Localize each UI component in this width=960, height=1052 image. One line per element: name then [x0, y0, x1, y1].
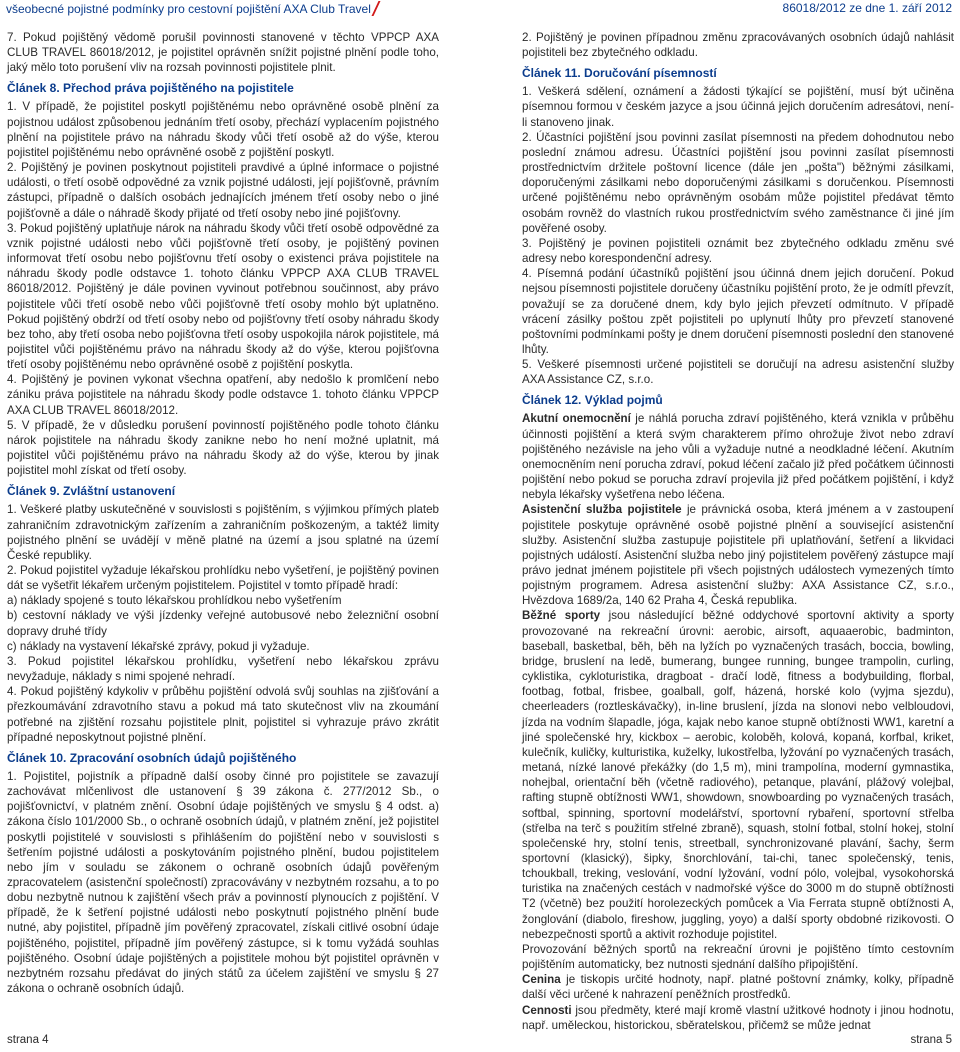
paragraph: 1. Veškeré platby uskutečněné v souvislosti s pojištěním, s výjimkou přímých plateb zahraničním zdravotnickým zařízením a zahraničním poškozeným, a taktéž limity pojistného plnění se uvádějí v měně platné na území a jsou splatné na území České republiky.: [7, 503, 439, 562]
definition-term: Asistenční služba pojistitele: [522, 503, 682, 517]
list-item: a) náklady spojené s touto lékařskou prohlídkou nebo vyšetřením: [7, 594, 342, 608]
paragraph: 4. Pokud pojištěný kdykoliv v průběhu pojištění odvolá svůj souhlas na zjišťování a přezkoumávání zdravotního stavu a pokud má tato skutečnost vliv na zkoumání potřebné na zjištění rozsahu pojistitele plnit, pojistitel si vyhrazuje právo zkrátit případné neposkytnout pojistné plnění.: [7, 685, 439, 744]
paragraph: 1. Pojistitel, pojistník a případně další osoby činné pro pojistitele se zavazují zachovávat mlčenlivost dle ustanovení § 39 zákona č. 277/2012 Sb., o pojišťovnictví, v platném znění. Osobní údaje pojištěných ve smyslu § 4 odst. a) zákona číslo 101/2000 Sb., o ochraně osobních údajů, v platném znění, jež pojistitel poskytli pojistitelé v souvislosti s přihlášením do pojištění nebo v souvislosti s šetřením pojistné události a poskytováním pojistného plnění, budou pojistitelem nebo jím v souladu se zákonem o ochraně osobních údajů pověřeným zpracovatelem (asistenční společností) zpracovávány v nezbytném rozsahu, a to po dobu nezbytně nutnou k zajištění všech práv a povinností plynoucích z pojištění. V případě, že k šetření pojistné události nebo poskytnutí pojistného plnění bude nutné, aby pojistitel, případně jím pověřený zpracovatel, získali citlivé osobní údaje pojištěného, pojistitel, případně jím pověřený zástupce, si k tomu vyžádá souhlas pojištěného. Osobní údaje pojištěných a pojistitele mohou být pojistitel oprávněn v nezbytném rozsahu předávat do jiných států za účelem zajištění ve smyslu § 27 zákona o ochraně osobních údajů.: [7, 769, 439, 996]
page-number-left: strana 4: [7, 1034, 49, 1046]
paragraph: 4. Pojištěný je povinen vykonat všechna opatření, aby nedošlo k promlčení nebo zániku práva pojistitele na náhradu škody podle odstavce 1. tohoto článku VPPCP AXA CLUB TRAVEL 86018/2012.: [7, 373, 439, 417]
paragraph: 2. Účastníci pojištění jsou povinni zasílat písemnosti na předem dohodnutou nebo poslední známou adresu. Účastníci pojištění jsou povinni zasílat písemnosti prostřednictvím držitele poštovní licence (dále jen „pošta") běžnými zásilkami, doporučenými zásilkami nebo doporučenými zásilkami s doručenkou. Písemnosti určené pojištěnému nebo oprávněným osobám může pojistitel předávat těmto osobám rovněž do vlastních rukou prostřednictvím svého zaměstnance či jiné jím pověřené osoby.: [522, 130, 954, 235]
paragraph: 3. Pokud pojistitel lékařskou prohlídku, vyšetření nebo lékařskou zprávu nevyžaduje, náklady s nimi spojené nehradí.: [7, 654, 439, 684]
paragraph: 2. Pokud pojistitel vyžaduje lékařskou prohlídku nebo vyšetření, je pojištěný povinen dát se vyšetřit lékařem určeným pojistitelem. Pojistitel v tomto případě hradí:: [7, 564, 439, 593]
document-title: [6, 1, 377, 16]
definition-text: je náhlá porucha zdraví pojištěného, která vznikla v průběhu účinnosti pojištění a která svým charakterem přímo ohrožuje život nebo zdraví pojištěného nezávisle na jeho vůli a vyžaduje nutné a neodkladné léčení. Akutním onemocněním není porucha zdraví, pokud léčení začalo již před počátkem účinnosti pojištění nebo pokud se porucha zdraví projevila již před počátkem pojištění, i když nebyla lékařsky vyšetřena nebo léčena.: [522, 412, 954, 502]
document-reference: 86018/2012 ze dne 1. září 2012: [782, 1, 952, 15]
paragraph: 3. Pokud pojištěný uplatňuje nárok na náhradu škody vůči třetí osobě odpovědné za vznik pojistné události nebo vůči pojišťovně třetí osoby, je pojištěný povinen informovat třetí osobu nebo pojišťovnu třetí osoby o existenci práva pojistitele na náhradu škody podle odstavce 1. tohoto článku VPPCP AXA CLUB TRAVEL 86018/2012. Pojištěný je dále povinen vyvinout potřebnou součinnost, aby právo pojistitele vůči třetí osobě nebo vůči pojišťovně třetí osoby mohlo být uplatněno. Pokud pojištěný obdrží od třetí osoby nebo od pojišťovny třetí osoby náhradu škody bez toho, aby třetí osoba nebo pojišťovna třetí osoby uspokojila nárok pojistitele, má pojistitel vůči pojištěnému právo na náhradu škody až do výše, kterou pojišťovna třetí osoby pojištěnému nebo oprávněné osobě z pojištění poskytla.: [7, 221, 439, 372]
paragraph: Provozování běžných sportů na rekreační úrovni je pojištěno tímto cestovním pojištěním automaticky, bez nutnosti sjednání dalšího připojištění.: [522, 942, 954, 972]
page-header: [0, 0, 960, 20]
definition-term: Cenina: [522, 973, 561, 987]
page-number-right: strana 5: [910, 1034, 952, 1046]
definition: [522, 972, 954, 1002]
document-title-text: všeobecné pojistné podmínky pro cestovní pojištění AXA Club Travel: [6, 2, 371, 16]
definition-text: je právnická osoba, která jménem a v zastoupení pojistitele poskytuje oprávněné osobě pojistné plnění a související asistenční služby. Asistenční služba zastupuje pojistitele při uplatňování, šetření a likvidaci pojistných událostí. Asistenční služba nebo jiný pojistitelem pověřený zástupce mají právo jednat jménem pojistitele při všech pojistných událostech vymezených tímto pojistným programem. Adresa asistenční služby: AXA Assistance CZ, s.r.o., Hvězdova 1689/2a, 140 62 Praha 4, Česká republika.: [522, 503, 955, 608]
paragraph: 5. Veškeré písemnosti určené pojistiteli se doručují na adresu asistenční služby AXA Assistance CZ, s.r.o.: [522, 358, 954, 387]
definition-term: Běžné sporty: [522, 609, 601, 623]
article-12-heading: Článek 12. Výklad pojmů: [522, 393, 663, 408]
list-item: c) náklady na vystavení lékařské zprávy, pokud ji vyžaduje.: [7, 639, 310, 653]
definition-term: Cennosti: [522, 1003, 572, 1017]
article-11-heading: Článek 11. Doručování písemností: [522, 66, 717, 81]
definition-text: jsou předměty, které mají kromě vlastní užitkové hodnoty i jinou hodnotu, např. uměleckou, historickou, sběratelskou, přičemž se může jednat: [522, 1003, 954, 1032]
paragraph: 2. Pojištěný je povinen případnou změnu zpracovávaných osobních údajů nahlásit pojistiteli bez zbytečného odkladu.: [522, 31, 954, 60]
paragraph: 1. Veškerá sdělení, oznámení a žádosti týkající se pojištění, musí být učiněna písemnou formou v českém jazyce a jsou účinná jejich doručením adresátovi, není-li stanoveno jinak.: [522, 85, 954, 129]
paragraph: 3. Pojištěný je povinen pojistiteli oznámit bez zbytečného odkladu změnu své adresy nebo korespondenční adresy.: [522, 236, 954, 266]
paragraph: 5. V případě, že v důsledku porušení povinností pojištěného podle tohoto článku nárok pojistitele na náhradu škody zanikne nebo ho není možné uplatnit, má pojistitel vůči pojištěnému právo na náhradu škody až do výše, kterou by jinak pojistitel mohl získat od třetí osoby.: [7, 418, 439, 478]
brand-slash-mark: [371, 1, 380, 16]
left-column: [7, 30, 439, 996]
paragraph: 2. Pojištěný je povinen poskytnout pojistiteli pravdivé a úplné informace o pojistné události, o třetí osobě odpovědné za vznik pojistné události, její pojišťovně, právním zástupci, případně o dalších osobách jednajících jménem třetí osoby nebo o jiné pojišťovně a dále o náhradě škody přijaté od třetí osoby nebo jiné pojišťovny.: [7, 161, 439, 220]
definition: [522, 502, 954, 608]
definition: [522, 608, 954, 941]
definition-term: Akutní onemocnění: [522, 412, 631, 426]
definition-text: je tiskopis určité hodnoty, např. platné poštovní známky, kolky, případně další věci určené k nahrazení peněžních prostředků.: [522, 973, 954, 1002]
definition: [522, 1003, 954, 1033]
definition-text: jsou následující běžné oddychové sportovní aktivity a sporty provozované na rekreační úrovni: aerobic, airsoft, aquaaerobic, badminton, baseball, basketbal, běh, běh na lyžích po vyznačených trasách, boccia, bowling, bridge, bruslení na ledě, bumerang, bungee running, bungee trampolin, curling, cyklistika, cykloturistika, dragboat - dračí lodě, fitness a bodybuilding, florbal, footbag, fotbal, frisbee, goalball, golf, házená, horské kolo (vyjma sjezdu), cheerleaders (roztleskávačky), in-line bruslení, jízda na slonovi nebo velbloudovi, jízda na vodním šlapadle, jóga, kajak nebo kanoe stupně obtížnosti WW1, karetní a jiné společenské hry, kickbox – aerobic, koloběh, kolová, kopaná, korfbal, kriket, kulečník, kuličky, kulturistika, kuželky, lukostřelba, lyžování po vyznačených trasách, metaná, nízké lanové překážky (do 1,5 m), mini trampolína, moderní gymnastika, nohejbal, orientační běh (včetně radiového), petanque, plavání, plážový volejbal, rafting stupně obtížnosti WW1, showdown, snowboarding po vyznačených trasách, softbal, spinning, sportovní modelářství, sportovní rybaření, sportovní střelba (střelba na terč s použitím střelné zbraně), squash, stolní fotbal, stolní hokej, stolní společenské hry, stolní tenis, streetball, synchronizované plavání, šachy, šerm sportovní (klasický), šipky, šnorchlování, tai-chi, tanec společenský, tenis, tchoukball, treking, veslování, vodní lyžování, vodní pólo, volejbal, vysokohorská turistika na značených cestách v nadmořské výšce do 3000 m do stupně obtížnosti T2 (včetně) bez použití horolezeckých pomůcek a Via Ferrata stupně obtížnosti A, žonglování (diabolo, fireshow, juggling, yoyo) a další sporty obdobné rizikovosti. O nebezpečnosti sportů a aktivit rozhoduje pojistitel.: [522, 609, 954, 941]
article-10-heading: Článek 10. Zpracování osobních údajů pojištěného: [7, 750, 297, 765]
list-item: b) cestovní náklady ve výši jízdenky veřejné autobusové nebo železniční osobní dopravy druhé třídy: [7, 609, 439, 638]
paragraph: 4. Písemná podání účastníků pojištění jsou účinná dnem jejich doručení. Pokud nejsou písemnosti pojistitele doručeny účastníku pojištění proto, že je odmítl převzít, považují se za doručené dnem, kdy bylo jejich převzetí odmítnuto. V případě vrácení zásilky poštou zpět pojistiteli po uplynutí lhůty pro převzetí stanovené poštovními podmínkami pošty je dnem doručení písemnosti poslední den stanovené lhůty.: [522, 267, 954, 356]
article-9-heading: Článek 9. Zvláštní ustanovení: [7, 484, 176, 499]
paragraph: 7. Pokud pojištěný vědomě porušil povinnosti stanovené v těchto VPPCP AXA CLUB TRAVEL 86018/2012, je pojistitel oprávněn snížit pojistné plnění podle toho, jaký mělo toto porušení vliv na rozsah povinnosti pojistitele plnit.: [7, 31, 439, 75]
definition: [522, 411, 954, 502]
paragraph: 1. V případě, že pojistitel poskytl pojištěnému nebo oprávněné osobě plnění za pojistnou událost způsobenou jednáním třetí osoby, přechází vyplacením pojistného plnění na pojistitele právo na náhradu škody vůči třetí osobě až do výše, kterou pojistitel pojištěnému nebo oprávněné osobě z pojištění poskytl.: [7, 100, 439, 159]
right-column: [522, 30, 954, 1033]
article-8-heading: Článek 8. Přechod práva pojištěného na pojistitele: [7, 81, 294, 96]
